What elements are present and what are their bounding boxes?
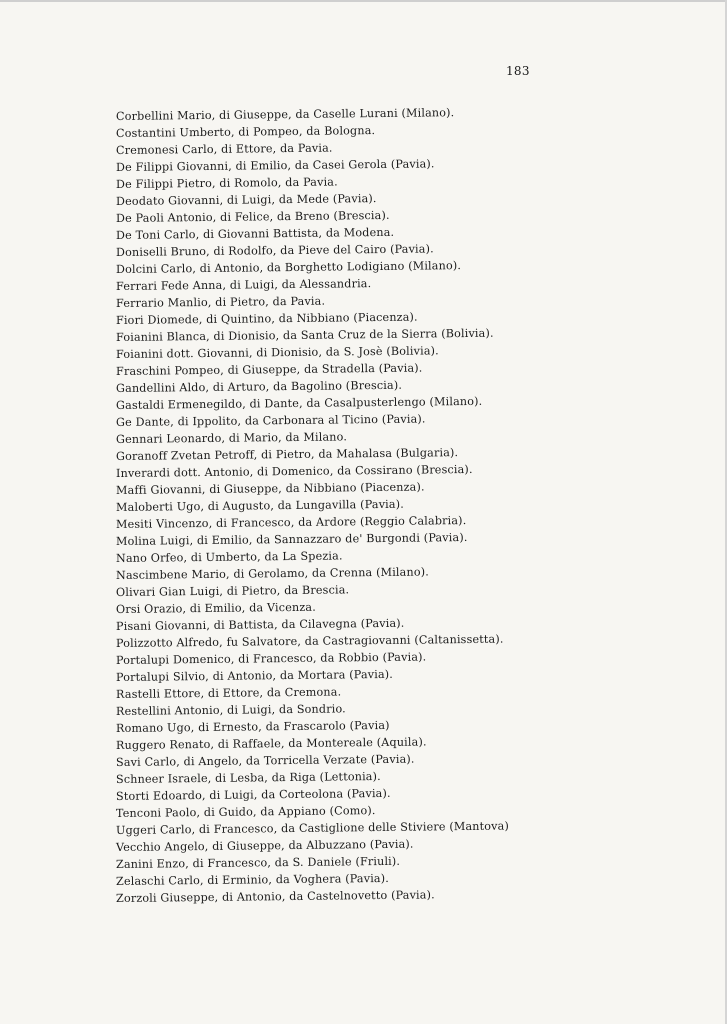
list-item: De Paoli Antonio, di Felice, da Breno (Brescia). [115, 208, 390, 225]
list-item: Romano Ugo, di Ernesto, da Frascarolo (Pavia) [115, 718, 390, 735]
list-item: Foianini Blanca, di Dionisio, da Santa Cruz de la Sierra (Bolivia). [115, 326, 494, 344]
list-item: Portalupi Domenico, di Francesco, da Robbio (Pavia). [115, 650, 427, 667]
list-item: Gandellini Aldo, di Arturo, da Bagolino (Brescia). [115, 378, 403, 395]
list-item: Nano Orfeo, di Umberto, da La Spezia. [115, 549, 343, 565]
page-number: 183 [506, 64, 530, 78]
list-item: Doniselli Bruno, di Rodolfo, da Pieve del Cairo (Pavia). [115, 242, 434, 259]
list-item: Gastaldi Ermenegildo, di Dante, da Casalpusterlengo (Milano). [115, 394, 483, 412]
list-item: Deodato Giovanni, di Luigi, da Mede (Pavia). [115, 192, 377, 208]
list-item: De Toni Carlo, di Giovanni Battista, da Modena. [115, 225, 395, 242]
list-item: De Filippi Giovanni, di Emilio, da Casei Gerola (Pavia). [115, 157, 435, 174]
list-item: De Filippi Pietro, di Romolo, da Pavia. [115, 175, 338, 191]
page-top-edge [0, 0, 727, 2]
list-item: Gennari Leonardo, di Mario, da Milano. [115, 430, 348, 446]
list-item: Foianini dott. Giovanni, di Dionisio, da S. Josè (Bolivia). [115, 344, 439, 361]
list-item: Inverardi dott. Antonio, di Domenico, da Cossirano (Brescia). [115, 462, 473, 480]
list-item: Costantini Umberto, di Pompeo, da Bologna. [115, 124, 376, 140]
name-list [116, 108, 676, 907]
list-item: Zelaschi Carlo, di Erminio, da Voghera (Pavia). [115, 871, 390, 888]
list-item: Savi Carlo, di Angelo, da Torricella Verzate (Pavia). [115, 752, 415, 769]
list-item: Maffi Giovanni, di Giuseppe, da Nibbiano (Piacenza). [115, 480, 425, 497]
list-item: Ruggero Renato, di Raffaele, da Montereale (Aquila). [115, 735, 427, 752]
list-item: Zanini Enzo, di Francesco, da S. Daniele (Friuli). [115, 854, 401, 871]
list-item: Vecchio Angelo, di Giuseppe, da Albuzzano (Pavia). [115, 837, 414, 854]
list-item: Ferrari Fede Anna, di Luigi, da Alessandria. [115, 277, 372, 293]
list-item: Ge Dante, di Ippolito, da Carbonara al Ticino (Pavia). [115, 412, 426, 429]
list-item: Goranoff Zvetan Petroff, di Pietro, da Mahalasa (Bulgaria). [115, 446, 459, 463]
list-item: Zorzoli Giuseppe, di Antonio, da Castelnovetto (Pavia). [115, 888, 435, 905]
list-item: Schneer Israele, di Lesba, da Riga (Lettonia). [115, 769, 381, 786]
list-item: Portalupi Silvio, di Antonio, da Mortara (Pavia). [115, 667, 394, 684]
list-item: Mesiti Vincenzo, di Francesco, da Ardore (Reggio Calabria). [115, 514, 467, 531]
list-item: Ferrario Manlio, di Pietro, da Pavia. [115, 294, 326, 310]
list-item: Pisani Giovanni, di Battista, da Cilavegna (Pavia). [115, 616, 405, 633]
list-item: Fraschini Pompeo, di Giuseppe, da Stradella (Pavia). [115, 361, 423, 378]
list-item: Storti Edoardo, di Luigi, da Corteolona (Pavia). [115, 786, 391, 803]
list-item: Molina Luigi, di Emilio, da Sannazzaro de' Burgondi (Pavia). [115, 531, 468, 548]
list-item: Uggeri Carlo, di Francesco, da Castiglione delle Stiviere (Mantova) [115, 819, 510, 837]
list-item: Maloberti Ugo, di Augusto, da Lungavilla (Pavia). [115, 497, 404, 514]
list-item: Tenconi Paolo, di Guido, da Appiano (Como). [115, 804, 376, 820]
list-item: Restellini Antonio, di Luigi, da Sondrio. [115, 702, 346, 718]
list-item: Dolcini Carlo, di Antonio, da Borghetto Lodigiano (Milano). [115, 259, 462, 276]
list-item: Nascimbene Mario, di Gerolamo, da Crenna (Milano). [115, 565, 429, 582]
list-item: Rastelli Ettore, di Ettore, da Cremona. [115, 685, 342, 701]
list-item: Fiori Diomede, di Quintino, da Nibbiano (Piacenza). [115, 310, 418, 327]
list-item: Corbellini Mario, di Giuseppe, da Caselle Lurani (Milano). [115, 106, 455, 123]
list-item: Olivari Gian Luigi, di Pietro, da Brescia. [115, 583, 350, 599]
list-item: Cremonesi Carlo, di Ettore, da Pavia. [115, 141, 333, 157]
list-item: Polizzotto Alfredo, fu Salvatore, da Castragiovanni (Caltanissetta). [115, 632, 504, 650]
list-item: Orsi Orazio, di Emilio, da Vicenza. [115, 600, 316, 616]
